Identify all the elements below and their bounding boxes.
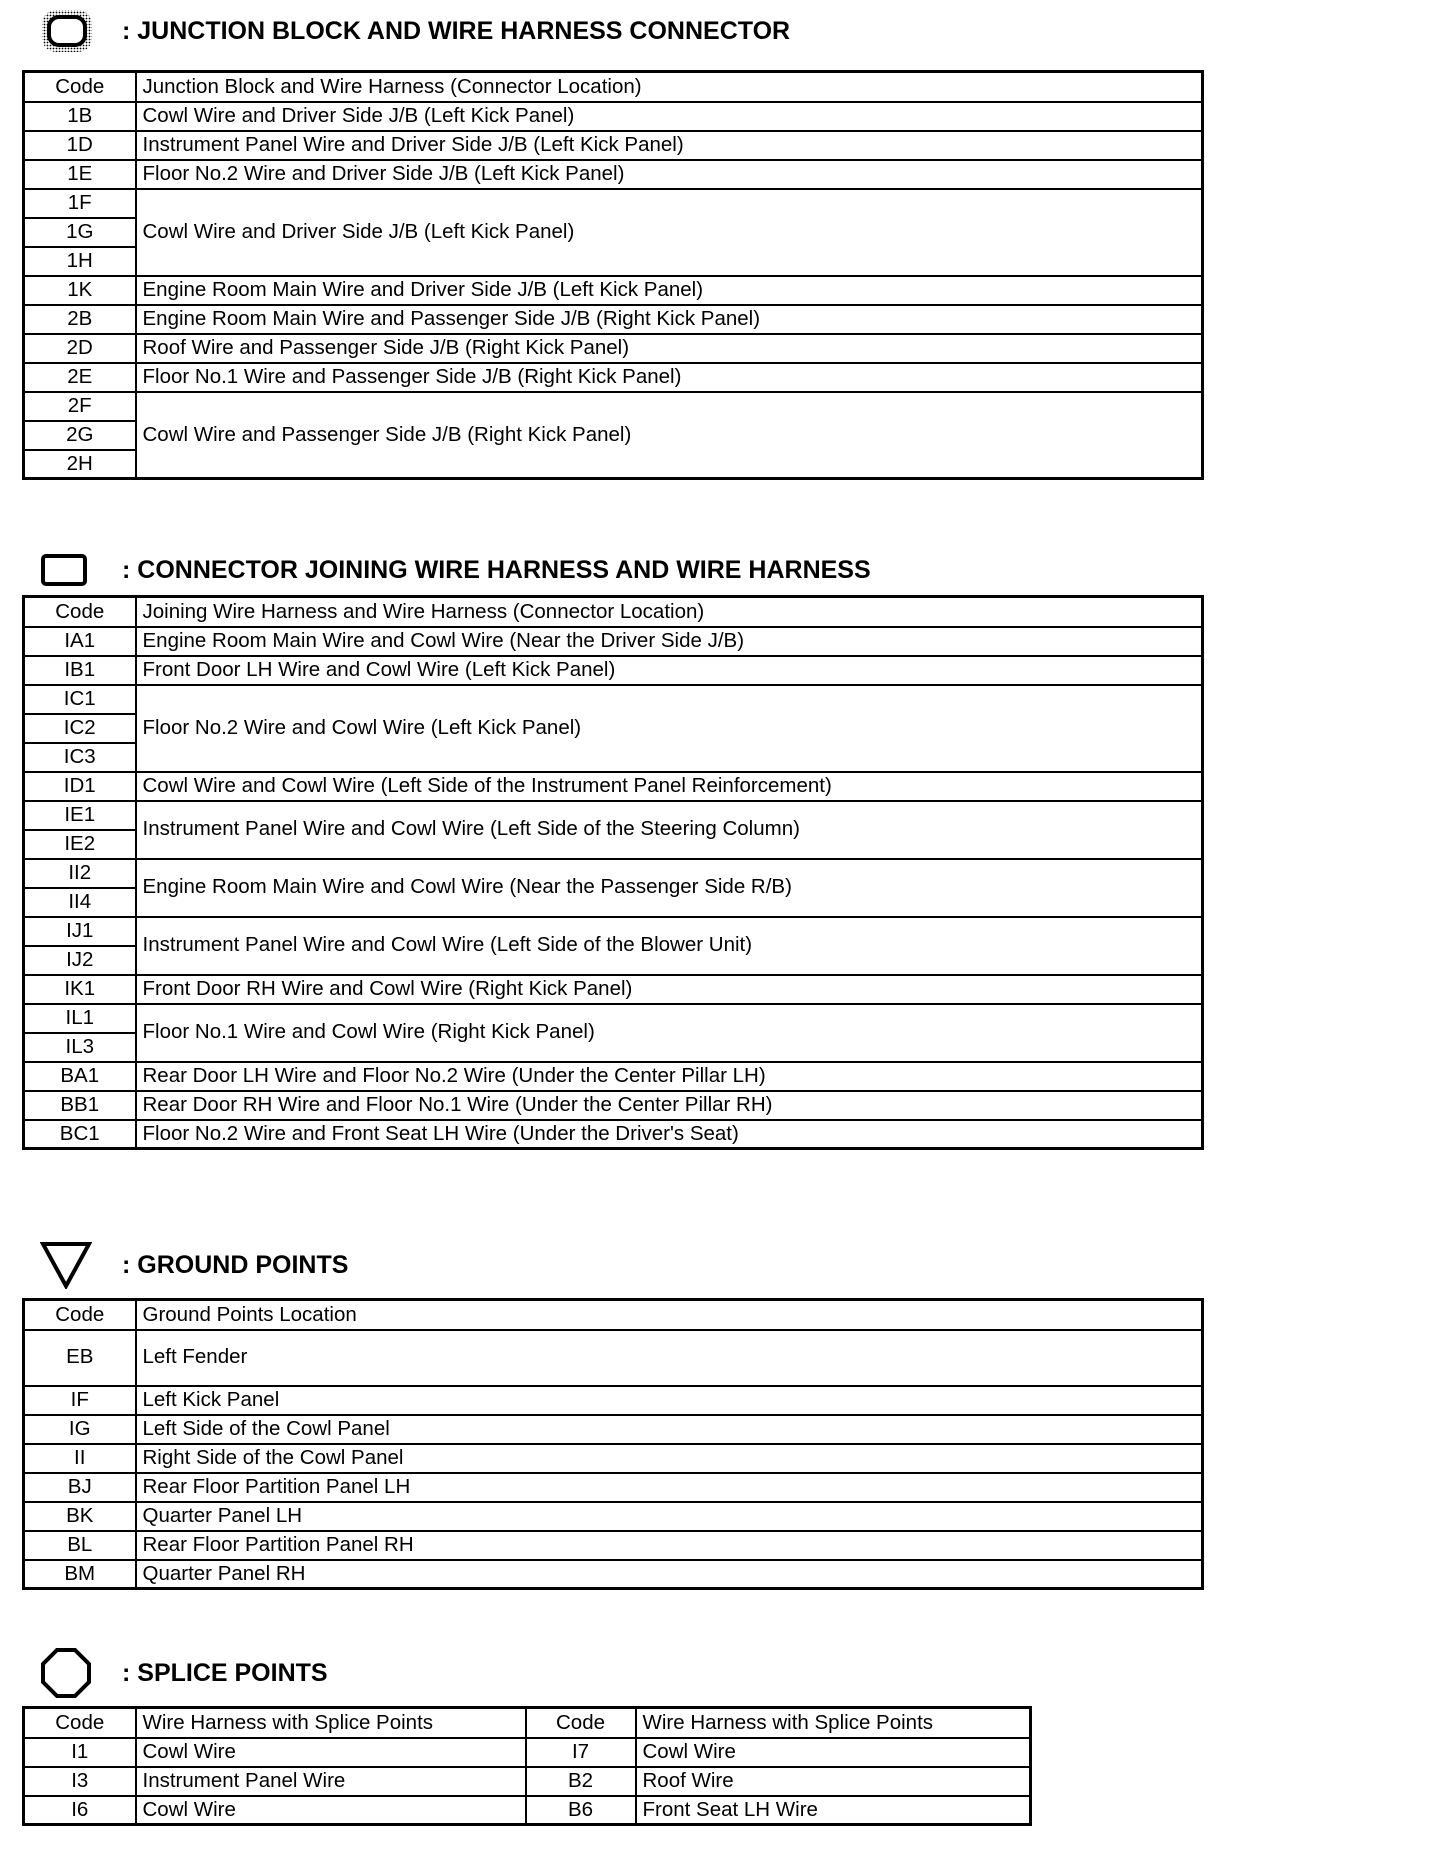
description-cell: Rear Door LH Wire and Floor No.2 Wire (Under the Center Pillar LH) [136,1062,1203,1091]
code-cell: 2D [24,334,136,363]
junction-block-table [22,70,1204,480]
splice-points-heading [40,1648,328,1698]
code-cell: IC1 [24,685,136,714]
description-cell: Rear Door RH Wire and Floor No.1 Wire (Under the Center Pillar RH) [136,1091,1203,1120]
column-header-code: Code [24,1300,136,1330]
description-cell: Front Door RH Wire and Cowl Wire (Right Kick Panel) [136,975,1203,1004]
code-cell: 1D [24,131,136,160]
code-cell: BA1 [24,1062,136,1091]
table-row [24,917,1203,946]
table-row [24,276,1203,305]
code-cell: IL3 [24,1033,136,1062]
connector-joining-heading [40,545,871,595]
table-row [24,1004,1203,1033]
code-cell: BJ [24,1473,136,1502]
code-cell: II4 [24,888,136,917]
table-row [24,772,1203,801]
column-header-description: Junction Block and Wire Harness (Connector Location) [136,72,1203,102]
description-cell: Rear Floor Partition Panel LH [136,1473,1203,1502]
description-cell: Front Door LH Wire and Cowl Wire (Left Kick Panel) [136,656,1203,685]
table-row [24,392,1203,421]
column-header-description: Wire Harness with Splice Points [636,1708,1031,1738]
description-cell: Instrument Panel Wire and Cowl Wire (Left Side of the Blower Unit) [136,917,1203,975]
column-header-description: Ground Points Location [136,1300,1203,1330]
description-cell: Left Kick Panel [136,1386,1203,1415]
code-cell: 1H [24,247,136,276]
section-title: : JUNCTION BLOCK AND WIRE HARNESS CONNECTOR [122,16,791,45]
code-cell: IE1 [24,801,136,830]
table-row [24,685,1203,714]
table-row [24,189,1203,218]
column-header-description: Joining Wire Harness and Wire Harness (Connector Location) [136,597,1203,627]
description-cell: Roof Wire [636,1767,1031,1796]
code-cell: II [24,1444,136,1473]
code-cell: IF [24,1386,136,1415]
code-cell: IK1 [24,975,136,1004]
code-cell: II2 [24,859,136,888]
table-header-row [24,1300,1203,1330]
code-cell: BC1 [24,1120,136,1149]
code-cell: IC3 [24,743,136,772]
table-row [24,1502,1203,1531]
column-header-code: Code [24,72,136,102]
rounded-square-hatched-icon [40,6,100,56]
description-cell: Cowl Wire [136,1796,526,1825]
code-cell: BK [24,1502,136,1531]
description-cell: Left Fender [136,1330,1203,1386]
code-cell: 1G [24,218,136,247]
column-header-code: Code [24,1708,136,1738]
description-cell: Front Seat LH Wire [636,1796,1031,1825]
description-cell: Rear Floor Partition Panel RH [136,1531,1203,1560]
table-row [24,975,1203,1004]
code-cell: 2F [24,392,136,421]
code-cell: 2E [24,363,136,392]
table-row [24,131,1203,160]
table-row [24,1738,1031,1767]
code-cell: 2G [24,421,136,450]
code-cell: BB1 [24,1091,136,1120]
code-cell: 1K [24,276,136,305]
code-cell: 2B [24,305,136,334]
description-cell: Engine Room Main Wire and Cowl Wire (Near the Driver Side J/B) [136,627,1203,656]
code-cell: IG [24,1415,136,1444]
column-header-code: Code [24,597,136,627]
description-cell: Floor No.1 Wire and Cowl Wire (Right Kick Panel) [136,1004,1203,1062]
description-cell: Engine Room Main Wire and Driver Side J/B (Left Kick Panel) [136,276,1203,305]
description-cell: Quarter Panel RH [136,1560,1203,1589]
table-row [24,102,1203,131]
table-row [24,1386,1203,1415]
code-cell: IB1 [24,656,136,685]
description-cell: Instrument Panel Wire and Driver Side J/B (Left Kick Panel) [136,131,1203,160]
table-row [24,1120,1203,1149]
table-row [24,627,1203,656]
rectangle-outline-icon [40,545,100,595]
code-cell: IJ2 [24,946,136,975]
description-cell: Cowl Wire and Driver Side J/B (Left Kick Panel) [136,102,1203,131]
code-cell: IL1 [24,1004,136,1033]
code-cell: 2H [24,450,136,479]
code-cell: BM [24,1560,136,1589]
code-cell: EB [24,1330,136,1386]
table-row [24,656,1203,685]
code-cell: B6 [526,1796,636,1825]
octagon-outline-icon [40,1648,100,1698]
section-title: : GROUND POINTS [122,1250,349,1279]
description-cell: Quarter Panel LH [136,1502,1203,1531]
section-title: : SPLICE POINTS [122,1658,328,1687]
description-cell: Instrument Panel Wire and Cowl Wire (Left Side of the Steering Column) [136,801,1203,859]
table-row [24,305,1203,334]
table-row [24,1091,1203,1120]
code-cell: B2 [526,1767,636,1796]
table-header-row [24,597,1203,627]
junction-block-heading [40,6,790,56]
description-cell: Instrument Panel Wire [136,1767,526,1796]
ground-points-heading [40,1240,348,1290]
description-cell: Floor No.2 Wire and Front Seat LH Wire (Under the Driver's Seat) [136,1120,1203,1149]
description-cell: Left Side of the Cowl Panel [136,1415,1203,1444]
table-row [24,1473,1203,1502]
description-cell: Cowl Wire and Driver Side J/B (Left Kick Panel) [136,189,1203,276]
table-row [24,1330,1203,1386]
code-cell: IA1 [24,627,136,656]
code-cell: I1 [24,1738,136,1767]
table-row [24,363,1203,392]
table-row [24,160,1203,189]
splice-points-table [22,1706,1032,1826]
section-title: : CONNECTOR JOINING WIRE HARNESS AND WIRE HARNESS [122,555,871,584]
code-cell: I7 [526,1738,636,1767]
ground-points-table [22,1298,1204,1590]
code-cell: I3 [24,1767,136,1796]
inverted-triangle-icon [40,1240,100,1290]
table-row [24,859,1203,888]
code-cell: IJ1 [24,917,136,946]
table-row [24,1444,1203,1473]
code-cell: 1B [24,102,136,131]
table-row [24,1531,1203,1560]
connector-joining-table [22,595,1204,1150]
code-cell: ID1 [24,772,136,801]
table-row [24,1062,1203,1091]
description-cell: Engine Room Main Wire and Passenger Side J/B (Right Kick Panel) [136,305,1203,334]
code-cell: IE2 [24,830,136,859]
column-header-code: Code [526,1708,636,1738]
description-cell: Floor No.1 Wire and Passenger Side J/B (Right Kick Panel) [136,363,1203,392]
code-cell: I6 [24,1796,136,1825]
table-row [24,334,1203,363]
table-header-row [24,72,1203,102]
description-cell: Roof Wire and Passenger Side J/B (Right Kick Panel) [136,334,1203,363]
column-header-description: Wire Harness with Splice Points [136,1708,526,1738]
description-cell: Cowl Wire [636,1738,1031,1767]
code-cell: 1E [24,160,136,189]
description-cell: Floor No.2 Wire and Driver Side J/B (Left Kick Panel) [136,160,1203,189]
description-cell: Cowl Wire and Passenger Side J/B (Right Kick Panel) [136,392,1203,479]
table-row [24,1415,1203,1444]
code-cell: 1F [24,189,136,218]
code-cell: IC2 [24,714,136,743]
description-cell: Cowl Wire [136,1738,526,1767]
description-cell: Right Side of the Cowl Panel [136,1444,1203,1473]
description-cell: Engine Room Main Wire and Cowl Wire (Near the Passenger Side R/B) [136,859,1203,917]
description-cell: Cowl Wire and Cowl Wire (Left Side of the Instrument Panel Reinforcement) [136,772,1203,801]
code-cell: BL [24,1531,136,1560]
table-header-row [24,1708,1031,1738]
table-row [24,1767,1031,1796]
description-cell: Floor No.2 Wire and Cowl Wire (Left Kick Panel) [136,685,1203,772]
table-row [24,1560,1203,1589]
table-row [24,1796,1031,1825]
table-row [24,801,1203,830]
